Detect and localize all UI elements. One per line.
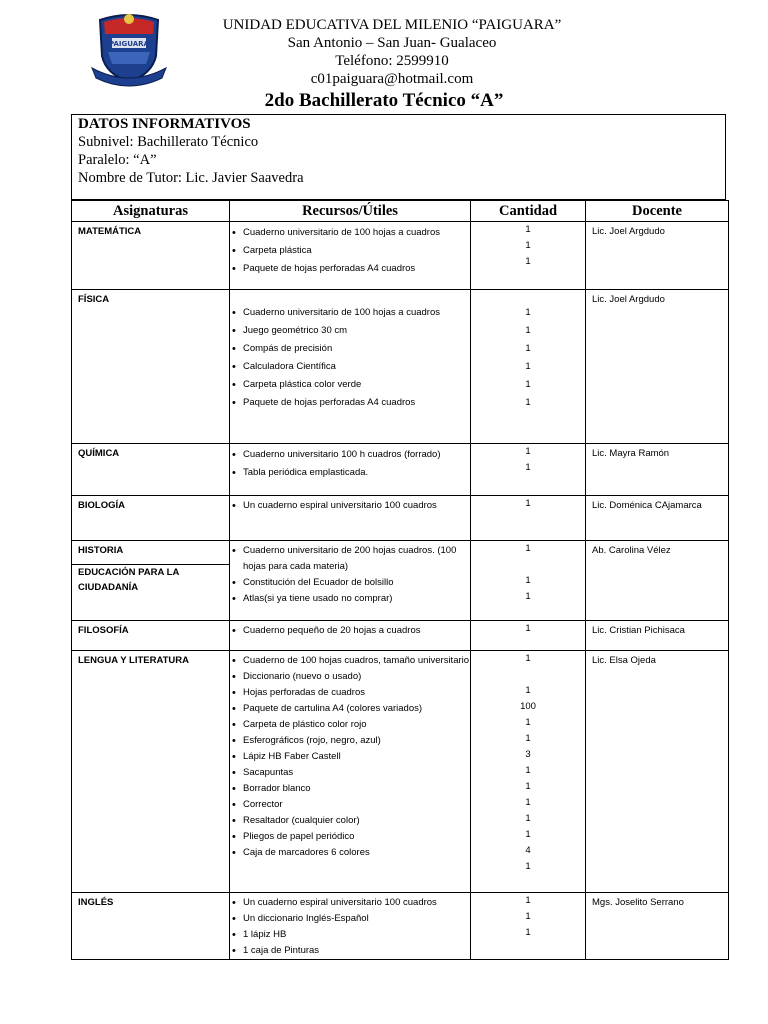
resource-item: • Caja de marcadores 6 colores bbox=[230, 845, 470, 861]
resource-item: • Compás de precisión bbox=[230, 340, 470, 358]
resource-item: • Resaltador (cualquier color) bbox=[230, 813, 470, 829]
resource-item: • Juego geométrico 30 cm bbox=[230, 322, 470, 340]
resource-item: • Constitución del Ecuador de bolsillo bbox=[230, 575, 470, 591]
quantity-value: 1 bbox=[525, 717, 531, 728]
quantity-value: 100 bbox=[520, 701, 536, 712]
subject-name: HISTORIA bbox=[78, 545, 124, 556]
teacher-cell: Lic. Cristian Pichisaca bbox=[586, 621, 729, 651]
resource-item: • Hojas perforadas de cuadros bbox=[230, 685, 470, 701]
info-subnivel: Subnivel: Bachillerato Técnico bbox=[78, 134, 259, 150]
quantity-value: 1 bbox=[525, 623, 531, 634]
resource-item: • Lápiz HB Faber Castell bbox=[230, 749, 470, 765]
teacher-cell: Ab. Carolina Vélez bbox=[586, 541, 729, 621]
col-header-teacher: Docente bbox=[586, 201, 729, 222]
resources-cell bbox=[230, 222, 471, 290]
school-address: San Antonio – San Juan- Gualaceo bbox=[287, 35, 497, 51]
resource-item: • Cuaderno universitario 100 h cuadros (forrado) bbox=[230, 446, 470, 464]
quantity-value: 1 bbox=[525, 781, 531, 792]
quantity-value: 1 bbox=[525, 927, 531, 938]
logo-text: PAIGUARA bbox=[109, 40, 149, 48]
resource-item: • Atlas(si ya tiene usado no comprar) bbox=[230, 591, 470, 607]
table-row bbox=[72, 222, 729, 290]
table-row bbox=[72, 621, 729, 651]
quantity-value: 1 bbox=[525, 224, 531, 235]
school-header bbox=[180, 16, 604, 88]
resource-item: • Sacapuntas bbox=[230, 765, 470, 781]
school-email: c01paiguara@hotmail.com bbox=[310, 71, 474, 87]
resource-item: • Pliegos de papel periódico bbox=[230, 829, 470, 845]
school-name: UNIDAD EDUCATIVA DEL MILENIO “PAIGUARA” bbox=[222, 17, 562, 33]
info-heading: DATOS INFORMATIVOS bbox=[78, 116, 251, 132]
resource-item: • 1 caja de Pinturas bbox=[230, 943, 470, 959]
info-paralelo: Paralelo: “A” bbox=[78, 152, 157, 168]
info-tutor: Nombre de Tutor: Lic. Javier Saavedra bbox=[78, 170, 304, 186]
teacher-cell: Lic. Doménica CAjamarca bbox=[586, 496, 729, 541]
resource-item: • Calculadora Científica bbox=[230, 358, 470, 376]
quantity-value: 1 bbox=[525, 765, 531, 776]
subject-cell: FILOSOFÍA bbox=[72, 621, 230, 651]
quantity-value: 1 bbox=[525, 343, 531, 354]
quantity-value: 1 bbox=[525, 895, 531, 906]
col-header-resources: Recursos/Útiles bbox=[230, 201, 471, 222]
quantity-cell bbox=[471, 444, 586, 496]
quantity-value: 1 bbox=[525, 397, 531, 408]
quantity-cell bbox=[471, 541, 586, 621]
quantity-value: 1 bbox=[525, 256, 531, 267]
table-header-row bbox=[72, 201, 729, 222]
resource-item: • Cuaderno universitario de 100 hojas a cuadros bbox=[230, 304, 470, 322]
subject-cell: LENGUA Y LITERATURA bbox=[72, 651, 230, 893]
resource-item: • Cuaderno de 100 hojas cuadros, tamaño universitario bbox=[230, 653, 470, 669]
quantity-value: 1 bbox=[525, 685, 531, 696]
resource-item: • Cuaderno pequeño de 20 hojas a cuadros bbox=[230, 623, 470, 639]
resources-cell bbox=[230, 893, 471, 960]
info-box bbox=[71, 114, 726, 200]
quantity-cell bbox=[471, 893, 586, 960]
resource-item: • Carpeta plástica bbox=[230, 242, 470, 260]
resources-cell bbox=[230, 651, 471, 893]
quantity-cell bbox=[471, 496, 586, 541]
table-row bbox=[72, 541, 729, 621]
quantity-value: 1 bbox=[525, 543, 531, 554]
quantity-value: 1 bbox=[525, 733, 531, 744]
resource-item: • Diccionario (nuevo o usado) bbox=[230, 669, 470, 685]
resource-item: • Esferográficos (rojo, negro, azul) bbox=[230, 733, 470, 749]
quantity-cell bbox=[471, 651, 586, 893]
resources-cell bbox=[230, 496, 471, 541]
teacher-cell: Mgs. Joselito Serrano bbox=[586, 893, 729, 960]
quantity-cell bbox=[471, 222, 586, 290]
resource-item: • Carpeta de plástico color rojo bbox=[230, 717, 470, 733]
quantity-value: 1 bbox=[525, 911, 531, 922]
resource-item: • Carpeta plástica color verde bbox=[230, 376, 470, 394]
resource-item: • Cuaderno universitario de 200 hojas cuadros. (100 hojas para cada materia) bbox=[230, 543, 470, 575]
resources-cell bbox=[230, 541, 471, 621]
subject-cell: FÍSICA bbox=[72, 290, 230, 444]
supplies-table bbox=[71, 200, 729, 960]
subject-cell: BIOLOGÍA bbox=[72, 496, 230, 541]
quantity-value: 1 bbox=[525, 575, 531, 586]
quantity-value: 1 bbox=[525, 379, 531, 390]
resource-item: • Tabla periódica emplasticada. bbox=[230, 464, 470, 482]
quantity-value: 1 bbox=[525, 462, 531, 473]
quantity-value: 1 bbox=[525, 861, 531, 872]
document-title: 2do Bachillerato Técnico “A” bbox=[264, 90, 504, 111]
resources-cell bbox=[230, 444, 471, 496]
resources-cell bbox=[230, 290, 471, 444]
school-phone: Teléfono: 2599910 bbox=[335, 53, 449, 69]
resource-item: • Paquete de cartulina A4 (colores variados) bbox=[230, 701, 470, 717]
quantity-value: 4 bbox=[525, 845, 531, 856]
quantity-value: 1 bbox=[525, 240, 531, 251]
quantity-value: 1 bbox=[525, 797, 531, 808]
quantity-value: 1 bbox=[525, 307, 531, 318]
school-logo bbox=[90, 8, 168, 88]
resources-cell bbox=[230, 621, 471, 651]
quantity-value: 1 bbox=[525, 653, 531, 664]
quantity-value: 1 bbox=[525, 325, 531, 336]
subject-cell bbox=[72, 541, 230, 621]
subject-cell: INGLÉS bbox=[72, 893, 230, 960]
resource-item: • Corrector bbox=[230, 797, 470, 813]
resource-item: • Un diccionario Inglés-Español bbox=[230, 911, 470, 927]
subject-cell: QUÍMICA bbox=[72, 444, 230, 496]
resource-item: • Un cuaderno espiral universitario 100 cuadros bbox=[230, 895, 470, 911]
col-header-quantity: Cantidad bbox=[471, 201, 586, 222]
quantity-value: 3 bbox=[525, 749, 531, 760]
col-header-subject: Asignaturas bbox=[72, 201, 230, 222]
quantity-value: 1 bbox=[525, 813, 531, 824]
quantity-cell bbox=[471, 621, 586, 651]
table-row bbox=[72, 496, 729, 541]
teacher-cell: Lic. Joel Argdudo bbox=[586, 222, 729, 290]
quantity-value: 1 bbox=[525, 446, 531, 457]
table-row bbox=[72, 444, 729, 496]
resource-item: • 1 lápiz HB bbox=[230, 927, 470, 943]
resource-item: • Cuaderno universitario de 100 hojas a cuadros bbox=[230, 224, 470, 242]
quantity-value: 1 bbox=[525, 361, 531, 372]
quantity-value: 1 bbox=[525, 829, 531, 840]
table-row bbox=[72, 893, 729, 960]
resource-item: • Borrador blanco bbox=[230, 781, 470, 797]
resource-item: • Un cuaderno espiral universitario 100 cuadros bbox=[230, 498, 470, 514]
subject-name-secondary: EDUCACIÓN PARA LA CIUDADANÍA bbox=[72, 564, 229, 595]
quantity-value: 1 bbox=[525, 498, 531, 509]
subject-cell: MATEMÁTICA bbox=[72, 222, 230, 290]
table-row bbox=[72, 290, 729, 444]
quantity-cell bbox=[471, 290, 586, 444]
resource-item: • Paquete de hojas perforadas A4 cuadros bbox=[230, 394, 470, 412]
quantity-value: 1 bbox=[525, 591, 531, 602]
teacher-cell: Lic. Elsa Ojeda bbox=[586, 651, 729, 893]
table-row bbox=[72, 651, 729, 893]
teacher-cell: Lic. Mayra Ramón bbox=[586, 444, 729, 496]
resource-item: • Paquete de hojas perforadas A4 cuadros bbox=[230, 260, 470, 278]
teacher-cell: Lic. Joel Argdudo bbox=[586, 290, 729, 444]
